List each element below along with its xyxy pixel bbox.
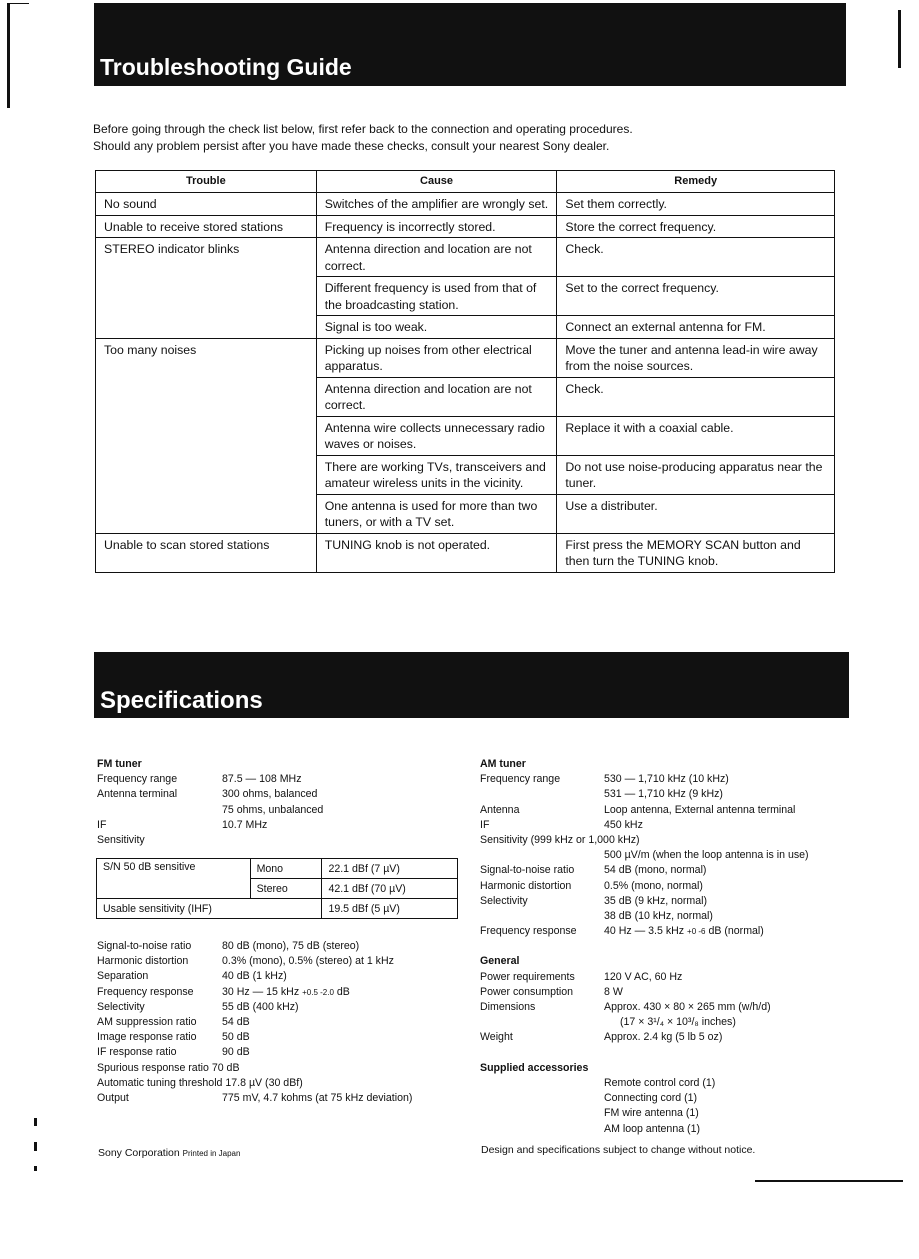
am-freq-response-range: 40 Hz — 3.5 kHz <box>604 925 685 938</box>
cause-cell: Antenna direction and location are not correct. <box>316 377 557 416</box>
spec-label: AM suppression ratio <box>97 1015 197 1028</box>
spec-value: Approx. 430 × 80 × 265 mm (w/h/d) <box>604 1001 771 1013</box>
spec-label: Frequency response <box>97 985 194 998</box>
spec-value: 87.5 — 108 MHz <box>222 773 302 786</box>
spec-label: Power requirements <box>480 970 575 983</box>
trouble-cell: Unable to scan stored stations <box>96 533 317 572</box>
spec-value: (17 × 3¹/₄ × 10³/₈ inches) <box>620 1016 736 1029</box>
accessories-heading: Supplied accessories <box>480 1061 589 1074</box>
remedy-cell: Replace it with a coaxial cable. <box>557 416 835 455</box>
spec-value: 54 dB <box>222 1015 250 1028</box>
spec-value: 530 — 1,710 kHz (10 kHz) <box>604 773 729 786</box>
accessory-item: Remote control cord (1) <box>604 1076 716 1089</box>
spec-label: IF <box>97 818 107 831</box>
spec-value: 0.3% (mono), 0.5% (stereo) at 1 kHz <box>222 955 394 968</box>
spec-value: 50 dB <box>222 1031 250 1044</box>
cause-cell: Frequency is incorrectly stored. <box>316 215 557 238</box>
mono-value: 22.1 dBf (7 µV) <box>322 859 458 879</box>
spec-value: 775 mV, 4.7 kohms (at 75 kHz deviation) <box>222 1091 413 1104</box>
spec-label: Frequency range <box>97 773 178 786</box>
spec-value: 80 dB (mono), 75 dB (stereo) <box>222 940 360 952</box>
table-row <box>96 533 835 572</box>
remedy-cell: Check. <box>557 377 835 416</box>
spec-label: Power consumption <box>480 985 574 998</box>
scan-mark-dot-2 <box>34 1142 37 1151</box>
remedy-cell: Use a distributer. <box>557 494 835 533</box>
remedy-cell: Set them correctly. <box>557 193 835 216</box>
footer-company <box>98 1147 240 1159</box>
auto-tuning-threshold: Automatic tuning threshold 17.8 µV (30 dBf) <box>97 1076 303 1089</box>
spec-label: Separation <box>97 970 149 983</box>
spec-label: Harmonic distortion <box>480 879 572 892</box>
footer-notice: Design and specifications subject to change without notice. <box>481 1144 756 1156</box>
trouble-cell: Too many noises <box>96 338 317 533</box>
cause-cell: Antenna direction and location are not correct. <box>316 238 557 277</box>
specifications-banner <box>94 652 849 718</box>
spec-label: Selectivity <box>480 894 528 907</box>
spec-value: Loop antenna, External antenna terminal <box>604 803 796 816</box>
spec-label: IF <box>480 818 490 831</box>
scan-mark-dot-3 <box>34 1166 37 1171</box>
cause-cell: Different frequency is used from that of the broadcasting station. <box>316 277 557 316</box>
spec-value: 8 W <box>604 985 623 998</box>
cause-cell: Picking up noises from other electrical apparatus. <box>316 338 557 377</box>
scan-mark-dot-1 <box>34 1118 37 1126</box>
remedy-cell: Set to the correct frequency. <box>557 277 835 316</box>
freq-response-tolerance: +0.5 -2.0 <box>302 987 334 997</box>
remedy-cell: Store the correct frequency. <box>557 215 835 238</box>
fm-sensitivity-table <box>96 858 458 919</box>
company-name: Sony Corporation <box>98 1147 180 1159</box>
table-header-row <box>96 171 835 193</box>
troubleshooting-table <box>95 170 835 573</box>
spec-label: Sensitivity <box>97 833 145 846</box>
specifications-title: Specifications <box>100 687 263 714</box>
spec-label: Harmonic distortion <box>97 955 189 968</box>
spec-label: Antenna terminal <box>97 788 178 801</box>
remedy-cell: Connect an external antenna for FM. <box>557 316 835 339</box>
spec-value: 75 ohms, unbalanced <box>222 803 324 816</box>
fm-tuner-specs-lower <box>97 939 467 1106</box>
cause-cell: There are working TVs, transceivers and amateur wireless units in the vicinity. <box>316 455 557 494</box>
trouble-cell: No sound <box>96 193 317 216</box>
table-row <box>96 193 835 216</box>
table-row <box>97 899 458 919</box>
fm-tuner-heading: FM tuner <box>97 758 142 770</box>
am-sensitivity-line: Sensitivity (999 kHz or 1,000 kHz) <box>480 833 640 846</box>
spec-label: Output <box>97 1091 129 1104</box>
usable-sensitivity-value: 19.5 dBf (5 µV) <box>322 899 458 919</box>
mono-label: Mono <box>250 859 322 879</box>
table-row <box>97 859 458 879</box>
intro-line-1: Before going through the check list below, first refer back to the connection and operating procedures. <box>93 122 633 136</box>
accessory-item: AM loop antenna (1) <box>604 1122 700 1135</box>
freq-response-unit: dB <box>336 985 350 998</box>
header-cause: Cause <box>316 171 557 193</box>
remedy-cell: Move the tuner and antenna lead-in wire away from the noise sources. <box>557 338 835 377</box>
spec-value: 300 ohms, balanced <box>222 788 318 801</box>
remedy-cell: Do not use noise-producing apparatus near the tuner. <box>557 455 835 494</box>
printed-in: Printed in Japan <box>182 1149 241 1158</box>
remedy-cell: First press the MEMORY SCAN button and then turn the TUNING knob. <box>557 533 835 572</box>
trouble-cell: Unable to receive stored stations <box>96 215 317 238</box>
spec-label: Weight <box>480 1031 513 1044</box>
spec-value: 40 dB (1 kHz) <box>222 970 287 983</box>
fm-tuner-specs <box>97 757 467 848</box>
intro-line-2: Should any problem persist after you have made these checks, consult your nearest Sony dealer. <box>93 139 610 153</box>
spec-value: 10.7 MHz <box>222 818 268 831</box>
cause-cell: Signal is too weak. <box>316 316 557 339</box>
spec-value: 0.5% (mono, normal) <box>604 879 703 892</box>
spurious-response: Spurious response ratio 70 dB <box>97 1061 240 1074</box>
spec-label: Frequency response <box>480 925 577 938</box>
trouble-cell: STEREO indicator blinks <box>96 238 317 339</box>
spec-value: 38 dB (10 kHz, normal) <box>604 909 713 922</box>
cause-cell: Switches of the amplifier are wrongly set. <box>316 193 557 216</box>
sn-sensitive-label: S/N 50 dB sensitive <box>97 859 251 899</box>
spec-value: 55 dB (400 kHz) <box>222 1000 299 1013</box>
spec-label: Dimensions <box>480 1001 536 1013</box>
cause-cell: TUNING knob is not operated. <box>316 533 557 572</box>
troubleshooting-intro <box>93 121 793 155</box>
spec-value: 90 dB <box>222 1046 250 1059</box>
spec-value: Approx. 2.4 kg (5 lb 5 oz) <box>604 1031 723 1044</box>
cause-cell: One antenna is used for more than two tuners, or with a TV set. <box>316 494 557 533</box>
spec-value <box>604 924 764 939</box>
accessory-item: FM wire antenna (1) <box>604 1107 699 1120</box>
stereo-value: 42.1 dBf (70 µV) <box>322 879 458 899</box>
am-freq-response-tolerance: +0 -6 <box>687 927 706 937</box>
usable-sensitivity-label: Usable sensitivity (IHF) <box>97 899 322 919</box>
header-trouble: Trouble <box>96 171 317 193</box>
am-tuner-heading: AM tuner <box>480 758 526 770</box>
table-row <box>96 338 835 377</box>
am-tuner-specs <box>480 757 880 1137</box>
freq-response-range: 30 Hz — 15 kHz <box>222 985 300 998</box>
scan-mark-right <box>898 10 901 68</box>
header-remedy: Remedy <box>557 171 835 193</box>
table-row <box>96 215 835 238</box>
spec-label: Antenna <box>480 803 520 816</box>
spec-label: Signal-to-noise ratio <box>97 940 192 952</box>
spec-label: IF response ratio <box>97 1046 177 1059</box>
spec-value: 120 V AC, 60 Hz <box>604 970 683 983</box>
spec-label: Image response ratio <box>97 1031 197 1044</box>
scan-mark-left <box>7 3 10 108</box>
troubleshooting-banner <box>94 3 846 86</box>
troubleshooting-title: Troubleshooting Guide <box>100 54 352 80</box>
spec-value: 54 dB (mono, normal) <box>604 864 707 877</box>
accessory-item: Connecting cord (1) <box>604 1092 698 1105</box>
table-row <box>96 238 835 277</box>
spec-value: 450 kHz <box>604 818 643 831</box>
scan-mark-top <box>7 3 29 4</box>
spec-value: 531 — 1,710 kHz (9 kHz) <box>604 788 723 801</box>
scan-mark-bottom-rule <box>755 1180 903 1182</box>
spec-value <box>222 985 350 1000</box>
spec-value: 500 µV/m (when the loop antenna is in use) <box>604 849 809 862</box>
spec-value: 35 dB (9 kHz, normal) <box>604 894 708 907</box>
stereo-label: Stereo <box>250 879 322 899</box>
spec-label: Frequency range <box>480 773 561 786</box>
general-heading: General <box>480 955 520 968</box>
cause-cell: Antenna wire collects unnecessary radio waves or noises. <box>316 416 557 455</box>
am-freq-response-unit: dB (normal) <box>708 925 764 938</box>
remedy-cell: Check. <box>557 238 835 277</box>
spec-label: Selectivity <box>97 1000 145 1013</box>
spec-label: Signal-to-noise ratio <box>480 864 575 877</box>
